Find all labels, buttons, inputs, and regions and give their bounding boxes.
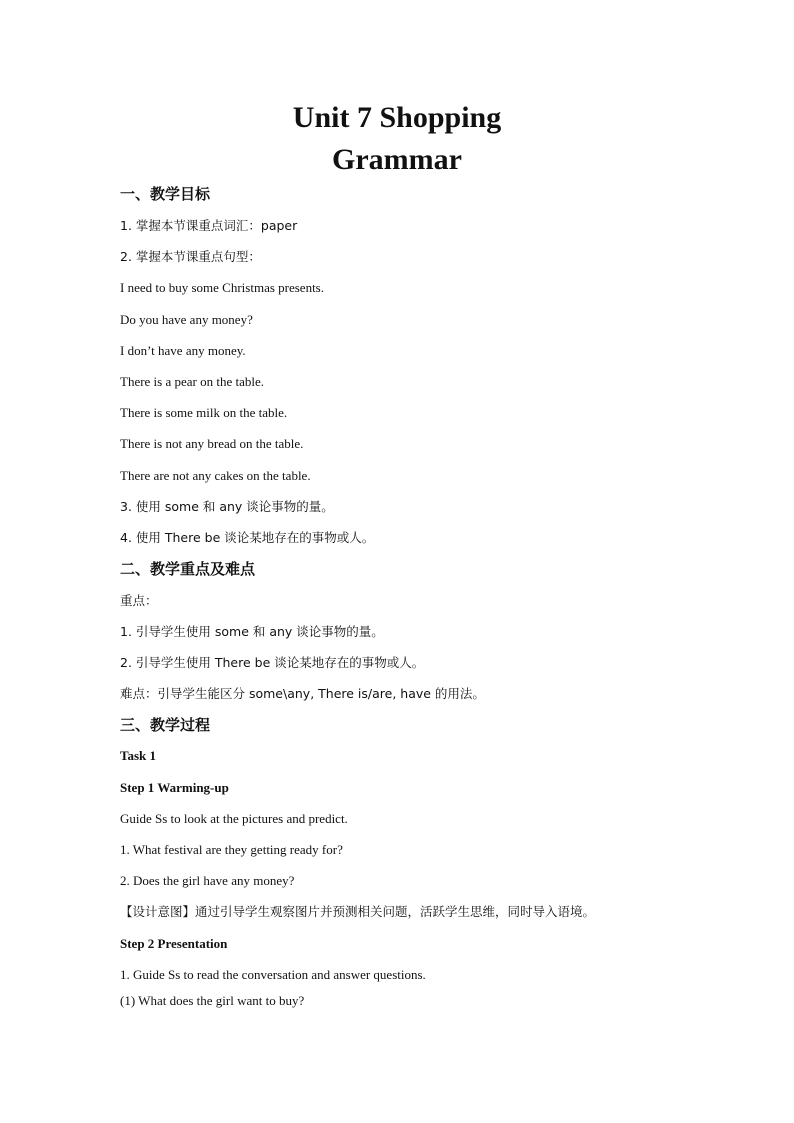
sentence-line: I don’t have any money.	[120, 343, 246, 358]
sentence-line: There is not any bread on the table.	[120, 436, 304, 451]
key-point-1: 1. 引导学生使用 some 和 any 谈论事物的量。	[120, 624, 384, 639]
objective-item-4: 4. 使用 There be 谈论某地存在的事物或人。	[120, 530, 375, 545]
task-title: Task 1	[120, 748, 157, 763]
sentence-line: There is a pear on the table.	[120, 374, 265, 389]
section-heading-process: 三、教学过程	[120, 716, 211, 734]
sentence-line: There is some milk on the table.	[120, 405, 288, 420]
step2-title: Step 2 Presentation	[120, 936, 228, 951]
key-label: 重点：	[120, 593, 158, 608]
page-title: Unit 7 Shopping	[292, 101, 502, 134]
objective-item-1: 1. 掌握本节课重点词汇：paper	[120, 218, 298, 233]
sentence-line: Do you have any money?	[120, 312, 253, 327]
step1-question-2: 2. Does the girl have any money?	[120, 873, 295, 888]
step1-title: Step 1 Warming-up	[120, 780, 229, 795]
step1-question-1: 1. What festival are they getting ready for?	[120, 842, 343, 857]
step2-question-1: (1) What does the girl want to buy?	[120, 993, 305, 1008]
objective-item-2: 2. 掌握本节课重点句型：	[120, 249, 261, 264]
difficulty-point: 难点：引导学生能区分 some\any, There is/are, have 的用法。	[120, 686, 485, 701]
key-point-2: 2. 引导学生使用 There be 谈论某地存在的事物或人。	[120, 655, 425, 670]
sentence-line: There are not any cakes on the table.	[120, 468, 311, 483]
step2-item-1: 1. Guide Ss to read the conversation and answer questions.	[120, 967, 426, 982]
design-intent: 【设计意图】通过引导学生观察图片并预测相关问题，活跃学生思维，同时导入语境。	[120, 904, 596, 919]
section-heading-key-points: 二、教学重点及难点	[120, 560, 256, 578]
page-subtitle: Grammar	[332, 143, 462, 176]
objective-item-3: 3. 使用 some 和 any 谈论事物的量。	[120, 499, 334, 514]
sentence-line: I need to buy some Christmas presents.	[120, 280, 324, 295]
section-heading-objectives: 一、教学目标	[120, 185, 211, 203]
step1-intro: Guide Ss to look at the pictures and predict.	[120, 811, 348, 826]
